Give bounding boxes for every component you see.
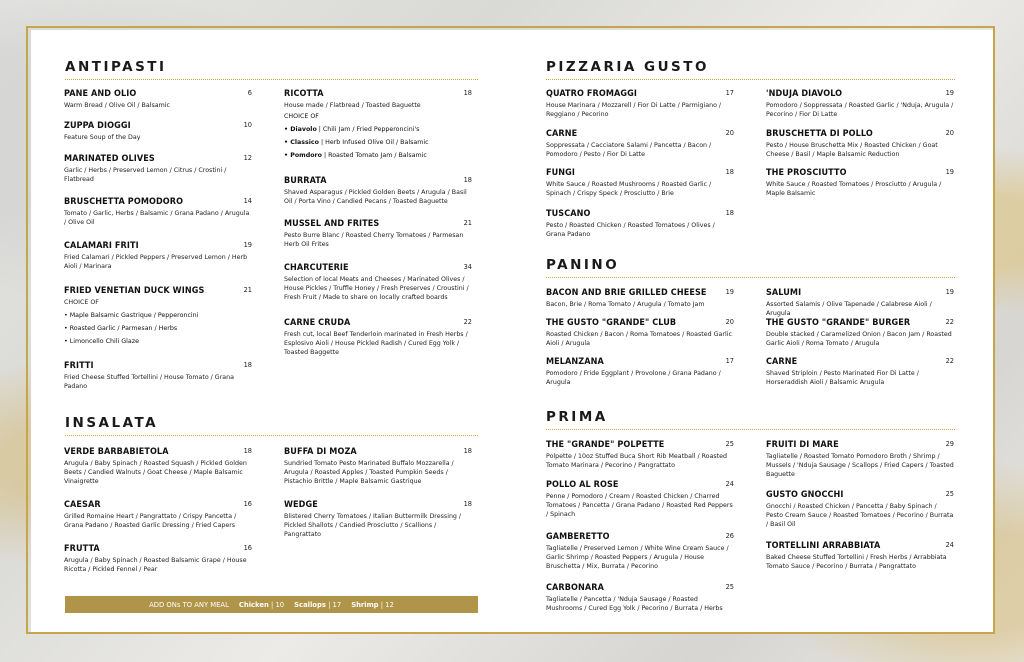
item-price: 18	[725, 168, 734, 176]
section-pizzaria	[546, 59, 955, 80]
item-description: Pomodoro / Fride Eggplant / Provolone / Grana Padano / Arugula	[546, 370, 721, 386]
item-description: Soppressata / Cacciatore Salami / Pancetta / Bacon / Pomodoro / Pesto / Fior Di Latte	[546, 142, 712, 158]
item-name: ZUPPA DIOGGI	[64, 121, 131, 131]
menu-item	[766, 357, 954, 387]
item-price: 6	[247, 89, 252, 97]
item-price: 18	[243, 361, 252, 369]
item-price: 18	[463, 89, 472, 97]
item-price: 34	[463, 263, 472, 271]
item-price: 22	[945, 318, 954, 326]
item-description: Blistered Cherry Tomatoes / Italian Buttermilk Dressing / Pickled Shallots / Candied Prosciutto / Scallions / Pangrattato	[284, 513, 462, 538]
menu-item	[64, 197, 252, 227]
item-description: House made / Flatbread / Toasted Baguette	[284, 102, 421, 109]
menu-item	[284, 500, 472, 539]
item-name: CARNE	[766, 357, 798, 367]
item-description: Roasted Chicken / Bacon / Roma Tomatoes / Roasted Garlic Aioli / Arugula	[546, 331, 732, 347]
item-description: Assorted Salamis / Olive Tapenade / Calabrese Aioli / Arugula	[766, 301, 932, 317]
item-name: FRIED VENETIAN DUCK WINGS	[64, 286, 205, 296]
section-title: PRIMA	[546, 409, 608, 425]
item-option: • Limoncello Chili Glaze	[64, 338, 139, 345]
item-name: FRITTI	[64, 361, 94, 371]
menu-item	[766, 168, 954, 198]
item-price: 21	[463, 219, 472, 227]
menu-item	[546, 480, 734, 519]
item-price: 19	[725, 288, 734, 296]
item-price: 16	[243, 544, 252, 552]
item-name: THE GUSTO "GRANDE" CLUB	[546, 318, 677, 328]
item-name: CARBONARA	[546, 583, 604, 593]
item-price: 18	[463, 176, 472, 184]
item-name: THE "GRANDE" POLPETTE	[546, 440, 665, 450]
section-title: PIZZARIA GUSTO	[546, 59, 709, 75]
item-choice-label: CHOICE OF	[284, 113, 319, 120]
item-name: PANE AND OLIO	[64, 89, 137, 99]
item-description: Selection of local Meats and Cheeses / Marinated Olives / House Pickles / Truffle Honey / Fresh Preserves / Croustini / Fresh Fruit / Made to share on locally crafted boards	[284, 276, 469, 301]
item-name: TORTELLINI ARRABBIATA	[766, 541, 881, 551]
section-antipasti	[65, 59, 478, 80]
menu-item	[546, 168, 734, 198]
menu-item	[546, 129, 734, 159]
item-name: FUNGI	[546, 168, 576, 178]
item-description: Tagliatelle / Roasted Tomato Pomodoro Broth / Shrimp / Mussels / 'Nduja Sausage / Scallops / Fried Capers / Toasted Baguette	[766, 453, 954, 478]
item-name: THE GUSTO "GRANDE" BURGER	[766, 318, 911, 328]
menu-item	[64, 500, 252, 530]
item-name: CHARCUTERIE	[284, 263, 349, 273]
item-price: 24	[945, 541, 954, 549]
item-price: 19	[945, 288, 954, 296]
item-description: White Sauce / Roasted Mushrooms / Roasted Garlic / Spinach / Crispy Speck / Prosciutto / Brie	[546, 181, 712, 197]
item-price: 29	[945, 440, 954, 448]
menu-item	[766, 440, 954, 479]
menu-item	[284, 263, 472, 302]
item-price: 14	[243, 197, 252, 205]
item-price: 25	[945, 490, 954, 498]
item-name: FRUTTA	[64, 544, 100, 554]
add-on-chicken: Chicken | 10	[238, 600, 285, 609]
menu-item	[546, 583, 734, 613]
item-name: GAMBERETTO	[546, 532, 610, 542]
item-price: 25	[725, 583, 734, 591]
menu-item	[64, 121, 252, 142]
item-price: 17	[725, 357, 734, 365]
item-name: BRUSCHETTA DI POLLO	[766, 129, 873, 139]
section-panino	[546, 257, 955, 278]
item-option: • Roasted Garlic / Parmesan / Herbs	[64, 325, 178, 332]
item-description: Arugula / Baby Spinach / Roasted Balsamic Grape / House Ricotta / Pickled Fennel / Pear	[64, 557, 247, 573]
section-divider	[546, 79, 955, 80]
item-name: THE PROSCIUTTO	[766, 168, 847, 178]
menu-item	[284, 176, 472, 206]
section-divider	[65, 435, 478, 436]
item-price: 18	[463, 447, 472, 455]
item-description: Shaved Asparagus / Pickled Golden Beets / Arugula / Basil Oil / Porta Vino / Candied Pecans / Toasted Baguette	[284, 189, 467, 205]
section-insalata	[65, 415, 478, 436]
item-price: 22	[945, 357, 954, 365]
item-description: Polpette / 10oz Stuffed Buca Short Rib Meatball / Roasted Tomato Marinara / Pecorino / Pangrattato	[546, 453, 728, 469]
section-title: INSALATA	[65, 415, 159, 431]
item-price: 18	[463, 500, 472, 508]
section-prima	[546, 409, 955, 430]
item-price: 10	[243, 121, 252, 129]
item-description: Pomodoro / Soppressata / Roasted Garlic / 'Nduja, Arugula / Pecorino / Fior Di Latte	[766, 102, 954, 118]
menu-item	[546, 532, 734, 571]
item-description: Pesto Burre Blanc / Roasted Cherry Tomatoes / Parmesan Herb Oil Frites	[284, 232, 464, 248]
menu-item	[546, 318, 734, 348]
menu-item	[766, 490, 954, 529]
menu-item	[546, 209, 734, 239]
item-price: 18	[243, 447, 252, 455]
item-name: QUATRO FROMAGGI	[546, 89, 637, 99]
item-description: Bacon, Brie / Roma Tomato / Arugula / Tomato Jam	[546, 301, 705, 308]
menu-item	[546, 440, 734, 470]
item-price: 17	[725, 89, 734, 97]
section-divider	[546, 429, 955, 430]
item-name: FRUITI DI MARE	[766, 440, 839, 450]
item-description: Tagliatelle / Preserved Lemon / White Wine Cream Sauce / Garlic Shrimp / Roasted Peppers / Arugula / House Bruschetta / Mix, Burrata / Pecorino	[546, 545, 729, 570]
menu-item	[546, 357, 734, 387]
add-on-scallops: Scallops | 17	[294, 600, 342, 609]
item-description: Gnocchi / Roasted Chicken / Pancetta / Baby Spinach / Pesto Cream Sauce / Roasted Tomatoes / Pecorino / Burrata / Basil Oil	[766, 503, 954, 528]
item-price: 19	[945, 168, 954, 176]
item-price: 20	[725, 129, 734, 137]
add-ons-banner	[65, 596, 478, 613]
item-price: 16	[243, 500, 252, 508]
menu-item	[766, 541, 954, 571]
item-name: MARINATED OLIVES	[64, 154, 155, 164]
item-name: BRUSCHETTA POMODORO	[64, 197, 184, 207]
item-price: 20	[945, 129, 954, 137]
menu-item	[64, 544, 252, 574]
item-name: BACON AND BRIE GRILLED CHEESE	[546, 288, 707, 298]
item-description: Pesto / Roasted Chicken / Roasted Tomatoes / Olives / Grana Padano	[546, 222, 715, 238]
item-price: 20	[725, 318, 734, 326]
item-name: MUSSEL AND FRITES	[284, 219, 380, 229]
item-description: Tomato / Garlic, Herbs / Balsamic / Grana Padano / Arugula / Olive Oil	[64, 210, 250, 226]
item-name: CARNE CRUDA	[284, 318, 351, 328]
item-description: Arugula / Baby Spinach / Roasted Squash / Pickled Golden Beets / Candied Walnuts / Goat Cheese / Maple Balsamic Vinaigrette	[64, 460, 247, 485]
menu-item	[546, 89, 734, 119]
menu-item	[64, 241, 252, 271]
item-option: • Pomdoro | Roasted Tomato Jam / Balsamic	[284, 152, 427, 159]
menu-item	[64, 154, 252, 184]
item-description: Tagliatelle / Pancetta / 'Nduja Sausage / Roasted Mushrooms / Cured Egg Yolk / Pecorino / Burrata / Herbs	[546, 596, 723, 612]
item-price: 25	[725, 440, 734, 448]
menu-item	[64, 447, 252, 486]
menu-item	[766, 129, 954, 159]
item-name: TUSCANO	[546, 209, 591, 219]
item-name: CARNE	[546, 129, 578, 139]
item-description: Grilled Romaine Heart / Pangrattato / Crispy Pancetta / Grana Padano / Roasted Garlic Dressing / Fried Capers	[64, 513, 237, 529]
add-ons-label: ADD ONs TO ANY MEAL	[149, 600, 229, 609]
menu-item	[766, 288, 954, 318]
item-name: 'NDUJA DIAVOLO	[766, 89, 843, 99]
item-price: 19	[243, 241, 252, 249]
item-name: SALUMI	[766, 288, 802, 298]
item-price: 24	[725, 480, 734, 488]
item-description: Pesto / House Bruschetta Mix / Roasted Chicken / Goat Cheese / Basil / Maple Balsamic Reduction	[766, 142, 938, 158]
section-divider	[546, 277, 955, 278]
menu-item	[284, 447, 472, 486]
item-description: House Marinara / Mozzarell / Fior Di Latte / Parmigiano / Reggiano / Pecorino	[546, 102, 722, 118]
menu-item	[64, 286, 252, 346]
item-name: WEDGE	[284, 500, 318, 510]
section-title: ANTIPASTI	[65, 59, 167, 75]
item-option: • Classico | Herb Infused Olive Oil / Balsamic	[284, 139, 429, 146]
item-description: Fried Cheese Stuffed Tortellini / House Tomato / Grana Padano	[64, 374, 234, 390]
item-name: MELANZANA	[546, 357, 604, 367]
item-option: • Diavolo | Chili Jam / Fried Pepperoncini's	[284, 126, 420, 133]
item-name: BUFFA DI MOZA	[284, 447, 357, 457]
item-description: Feature Soup of the Day	[64, 134, 141, 141]
item-price: 18	[725, 209, 734, 217]
section-divider	[65, 79, 478, 80]
item-description: Baked Cheese Stuffed Tortellini / Fresh Herbs / Arrabbiata Tomato Sauce / Pecorino / Burrata / Pangrattato	[766, 554, 947, 570]
item-price: 26	[725, 532, 734, 540]
item-description: White Sauce / Roasted Tomatoes / Prosciutto / Arugula / Maple Balsamic	[766, 181, 942, 197]
menu-item	[284, 318, 472, 357]
item-price: 12	[243, 154, 252, 162]
menu-item	[766, 89, 954, 119]
item-name: BURRATA	[284, 176, 327, 186]
menu-item	[284, 219, 472, 249]
item-description: CHOICE OF	[64, 299, 99, 306]
item-price: 19	[945, 89, 954, 97]
menu-item	[284, 89, 472, 160]
menu-item	[546, 288, 734, 309]
item-name: GUSTO GNOCCHI	[766, 490, 844, 500]
item-description: Double stacked / Caramelized Onion / Bacon Jam / Roasted Garlic Aioli / Roma Tomato / Arugula	[766, 331, 952, 347]
item-description: Sundried Tomato Pesto Marinated Buffalo Mozzarella / Arugula / Roasted Apples / Toasted Pumpkin Seeds / Pistachio Brittle / Maple Balsamic Gastrique	[284, 460, 454, 485]
item-price: 21	[243, 286, 252, 294]
section-title: PANINO	[546, 257, 620, 273]
item-option: • Maple Balsamic Gastrique / Pepperoncini	[64, 312, 199, 319]
item-description: Garlic / Herbs / Preserved Lemon / Citrus / Crostini / Flatbread	[64, 167, 227, 183]
item-name: CALAMARI FRITI	[64, 241, 139, 251]
menu-item	[64, 89, 252, 110]
item-name: CAESAR	[64, 500, 101, 510]
item-name: VERDE BARBABIETOLA	[64, 447, 169, 457]
item-name: RICOTTA	[284, 89, 324, 99]
menu-item	[64, 361, 252, 391]
item-description: Penne / Pomodoro / Cream / Roasted Chicken / Charred Tomatoes / Pancetta / Grana Padano / Roasted Red Peppers / Spinach	[546, 493, 733, 518]
item-description: Shaved Striploin / Pesto Marinated Fior Di Latte / Horseraddish Aioli / Balsamic Arugula	[766, 370, 919, 386]
item-price: 22	[463, 318, 472, 326]
item-description: Fried Calamari / Pickled Peppers / Preserved Lemon / Herb Aioli / Marinara	[64, 254, 248, 270]
menu-item	[766, 318, 954, 348]
item-description: Warm Bread / Olive Oil / Balsamic	[64, 102, 170, 109]
add-on-shrimp: Shrimp | 12	[351, 600, 394, 609]
item-description: Fresh cut, local Beef Tenderloin marinated in Fresh Herbs / Esplosivo Aioli / House Pickled Radish / Cured Egg Yolk / Toasted Baggette	[284, 331, 468, 356]
item-name: POLLO AL ROSE	[546, 480, 619, 490]
